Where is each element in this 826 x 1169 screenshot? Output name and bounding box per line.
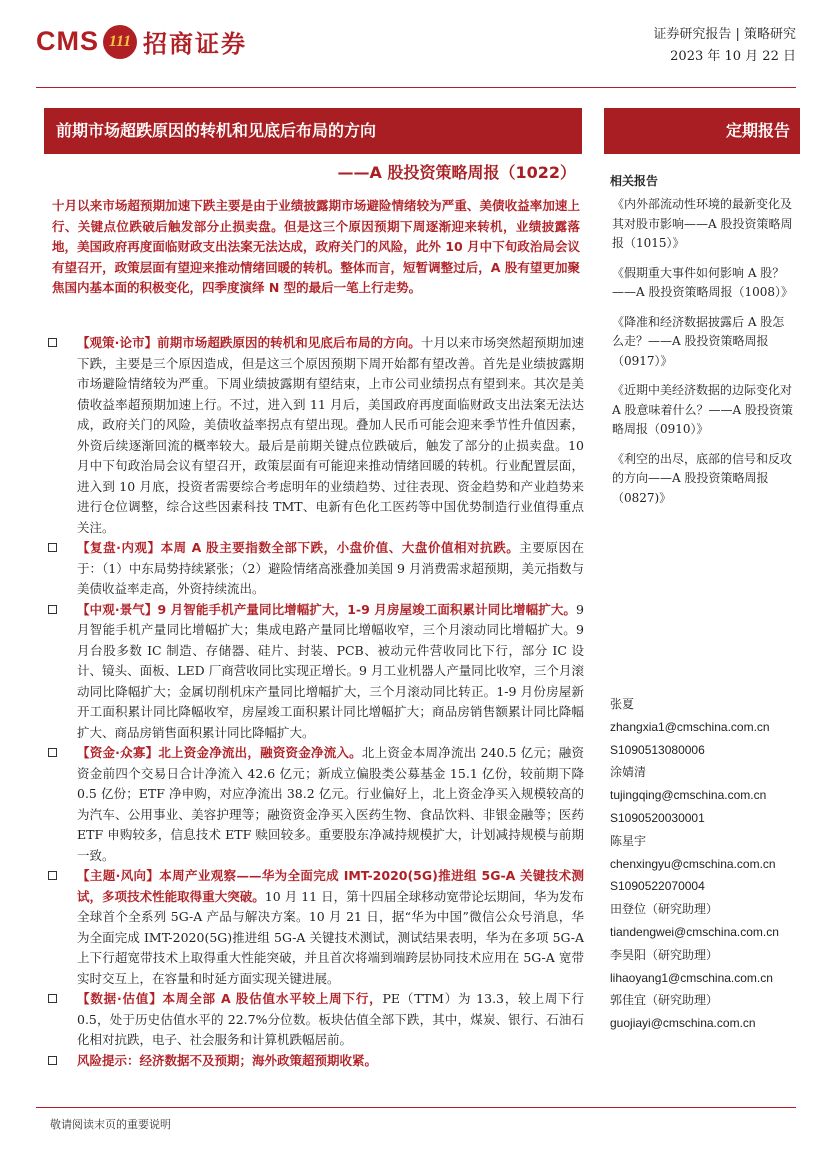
analyst-email[interactable]: lihaoyang1@cmschina.com.cn <box>610 970 773 985</box>
related-report-item: 《假期重大事件如何影响 A 股？——A 股投资策略周报（1008）》 <box>612 265 794 299</box>
company-logo <box>36 24 247 59</box>
bullet-body: 十月以来市场突然超预期加速下跌，主要是三个原因造成，但是这三个原因预期下周开始都有望改善。首先是业绩披露期市场避险情绪较为严重。下周业绩披露期有望结束，上市公司业绩拐点有望到来。其次是美债收益率超预期加速上行。不过，进入到 11 月后，美国政府再度面临财政支出法案无法达成，政府关门的风险，美债收益率拐点有望出现。叠加人民币可能会迎来季节性升值因素，外资后续逐渐回流的概率较大。最后是前期关键点位跌破后，触发了部分的止损卖盘。10 月中下旬政治局会议有望召开，政策层面有可能迎来推动情绪回暖的转机。行业配置层面，进入到 10 月底，投资者需要综合考虑明年的业绩趋势、过往表现、资金趋势和产业趋势来进行仓位调整，综合这些因素科技 TMT、电新有色化工医药等中国优势制造行业值得重点关注。 <box>77 335 584 535</box>
analyst-license-id: S1090513080006 <box>610 742 705 757</box>
bullet-item <box>44 743 584 866</box>
bullet-square-icon <box>48 605 57 614</box>
related-report-item: 《近期中美经济数据的边际变化对 A 股意味着什么？——A 股投资策略周报（0910）》 <box>612 383 793 436</box>
bullet-item <box>44 600 584 744</box>
footer-divider <box>36 1107 796 1108</box>
report-subtitle: ——A 股投资策略周报（1022） <box>337 163 576 182</box>
report-title: 前期市场超跌原因的转机和见底后布局的方向 <box>44 108 582 154</box>
analyst-license-id: S1090520030001 <box>610 810 705 825</box>
logo-mark-icon: 111 <box>103 25 137 59</box>
analyst-license-id: S1090522070004 <box>610 879 705 894</box>
bullet-item <box>44 866 584 989</box>
bullet-square-icon <box>48 338 57 347</box>
risk-warning <box>44 1051 584 1072</box>
analyst-name: 郭佳宜（研究助理） <box>610 993 719 1008</box>
related-report-item: 《利空的出尽，底部的信号和反攻的方向——A 股投资策略周报（0827)》 <box>612 451 793 505</box>
bullet-list <box>44 333 584 1071</box>
report-date: 2023 年 10 月 22 日 <box>670 49 796 64</box>
bullet-heading: 【资金·众寡】北上资金净流出，融资资金净流入。 <box>77 745 362 760</box>
footer-note: 敬请阅读末页的重要说明 <box>50 1118 171 1131</box>
bullet-heading: 【观策·论市】前期市场超跌原因的转机和见底后布局的方向。 <box>77 335 421 350</box>
bullet-square-icon <box>48 871 57 880</box>
related-reports-title: 相关报告 <box>610 174 659 188</box>
bullet-item <box>44 538 584 600</box>
bullet-heading: 【复盘·内观】本周 A 股主要指数全部下跌，小盘价值、大盘价值相对抗跌。 <box>77 540 520 555</box>
bullet-body: 主要原因在于：（1）中东局势持续紧张；（2）避险情绪高涨叠加美国 9 月消费需求超预期，美元指数与美债收益率走高，外资持续流出。 <box>77 540 584 596</box>
bullet-body: 9 月智能手机产量同比增幅扩大；集成电路产量同比增幅收窄，三个月滚动同比增幅扩大。9 月台股多数 IC 制造、存储器、硅片、封装、PCB、被动元件营收同比下行，部分 IC 设计、镜头、面板、LED 厂商营收同比实现正增长。9 月工业机器人产量同比收窄，三个月滚动同比降幅扩大；金属切削机床产量同比增幅扩大，三个月滚动同比转正。1-9 月份房屋新开工面积累计同比降幅收窄，房屋竣工面积累计同比增幅扩大；商品房销售额累计同比降幅扩大、商品房销售面积累计同比降幅扩大。 <box>77 601 584 740</box>
analyst-name: 张夏 <box>610 697 635 711</box>
bullet-square-icon <box>48 994 57 1003</box>
analyst-name: 田登位（研究助理） <box>610 902 719 917</box>
bullet-heading: 【主题·风向】本周产业观察——华为全面完成 IMT-2020(5G)推进组 5G-A 关键技术测试，多项技术性能取得重大突破。 <box>77 868 584 904</box>
bullet-item <box>44 333 584 538</box>
bullet-item <box>44 989 584 1051</box>
summary-paragraph: 十月以来市场超预期加速下跌主要是由于业绩披露期市场避险情绪较为严重、美债收益率加速上行、关键点位跌破后触发部分止损卖盘。但是这三个原因预期下周逐渐迎来转机，业绩披露落地，美国政府再度面临财政支出法案无法达成，政府关门的风险，此外 10 月中下旬政治局会议有望召开，政策层面有望迎来推动情绪回暖的转机。整体而言，短暂调整过后，A 股有望更加聚焦国内基本面的积极变化，四季度演绎 N 型的最后一笔上行走势。 <box>52 198 580 295</box>
related-report-item: 《降准和经济数据披露后 A 股怎么走？——A 股投资策略周报（0917）》 <box>612 314 785 368</box>
analyst-email[interactable]: tiandengwei@cmschina.com.cn <box>610 924 779 939</box>
header-divider <box>36 87 796 88</box>
bullet-body: PE（TTM）为 13.3，较上周下行 0.5，处于历史估值水平的 22.7%分位数。板块估值全部下跌，其中，煤炭、银行、石油石化相对抗跌，电子、社会服务和计算机跌幅居前。 <box>77 991 584 1047</box>
analyst-list <box>610 693 800 1035</box>
analyst-name: 涂婧清 <box>610 765 647 780</box>
analyst-name: 陈星宇 <box>610 833 647 848</box>
logo-cms-text: CMS <box>36 26 99 56</box>
bullet-square-icon <box>48 543 57 552</box>
bullet-body: 北上资金本周净流出 240.5 亿元；融资资金前四个交易日合计净流入 42.6 亿元；新成立偏股类公募基金 15.1 亿份，较前期下降 0.5 亿份；ETF 净申购，对应净流出 38.2 亿元。行业偏好上，北上资金净买入规模较高的为汽车、公用事业、美容护理等；融资资金净买入医药生物、食品饮料、非银金融等；医药 ETF 申购较多，信息技术 ETF 赎回较多。重要股东净减持规模扩大，计划减持规模与前期一致。 <box>77 745 585 863</box>
bullet-body: 10 月 11 日，第十四届全球移动宽带论坛期间，华为发布全球首个全系列 5G-A 产品与解决方案。10 月 21 日，据“华为中国”微信公众号消息，华为全面完成 IMT-2020(5G)推进组 5G-A 关键技术测试，测试结果表明，华为在多项 5G-A 上下行超宽带技术上取得重大性能突破，并且首次将端到端跨层协同技术应用在 5G-A 宽带实时交互上，在容量和时延方面实现关键进展。 <box>77 888 584 986</box>
related-reports-list <box>612 195 796 518</box>
report-meta <box>653 24 796 68</box>
bullet-heading: 【数据·估值】本周全部 A 股估值水平较上周下行， <box>77 991 383 1006</box>
bullet-square-icon <box>48 1056 57 1065</box>
report-category: 证券研究报告 | 策略研究 <box>653 27 796 42</box>
bullet-square-icon <box>48 748 57 757</box>
analyst-name: 李昊阳（研究助理） <box>610 947 719 962</box>
related-report-item: 《内外部流动性环境的最新变化及其对股市影响——A 股投资策略周报（1015）》 <box>612 197 793 250</box>
analyst-email[interactable]: tujingqing@cmschina.com.cn <box>610 788 767 803</box>
analyst-email[interactable]: zhangxia1@cmschina.com.cn <box>610 719 770 734</box>
risk-text: 风险提示：经济数据不及预期；海外政策超预期收紧。 <box>77 1052 378 1068</box>
analyst-email[interactable]: chenxingyu@cmschina.com.cn <box>610 856 776 871</box>
bullet-heading: 【中观·景气】9 月智能手机产量同比增幅扩大，1-9 月房屋竣工面积累计同比增幅扩大。 <box>77 601 577 617</box>
logo-cn-text: 招商证券 <box>143 30 247 58</box>
analyst-email[interactable]: guojiayi@cmschina.com.cn <box>610 1016 756 1031</box>
report-type-badge: 定期报告 <box>604 108 800 154</box>
